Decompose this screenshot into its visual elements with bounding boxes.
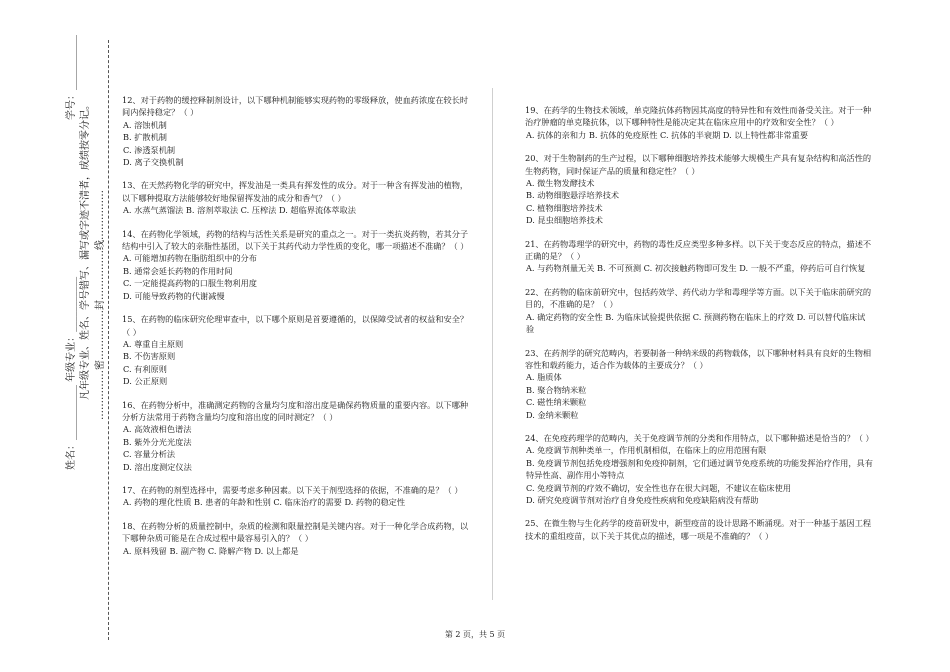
question-stem: 14、在药物化学领域，药物的结构与活性关系是研究的重点之一。对于一类抗炎药物，若其分子结构中引入了较大的亲脂性基团，以下关于其药代动力学性质的变化，哪一项描述不准确？（ ） (122, 228, 469, 252)
question-13 (122, 179, 470, 216)
binding-name-major-line: 姓名：___________ 年级专业：___________ (66, 276, 77, 470)
option: B. 聚合物纳米粒 (526, 384, 587, 395)
option: D. 金纳米颗粒 (526, 409, 579, 420)
binding-dashed-line (108, 40, 109, 640)
column-divider (492, 88, 493, 600)
option: A. 脂质体 (526, 372, 562, 383)
question-stem: 19、在药学的生物技术领域，单克隆抗体药物因其高度的特异性和有效性而备受关注。对于一种治疗肿瘤的单克隆抗体，以下哪种特性是能决定其在临床应用中的疗效和安全性？（ ） (525, 105, 872, 128)
option: C. 一定能提高药物的口服生物利用度 (123, 278, 257, 289)
question-21 (525, 238, 873, 275)
option: D. 溶出度测定仪法 (123, 461, 192, 472)
left-column (122, 94, 470, 568)
option: A. 溶蚀机制 (123, 119, 167, 130)
option: A. 与药物剂量无关 B. 不可预测 C. 初次接触药物即可发生 D. 一般不严重，停药后可自行恢复 (526, 263, 866, 274)
question-stem: 24、在免疫药理学的范畴内，关于免疫调节剂的分类和作用特点，以下哪种描述是恰当的？（ ） (525, 432, 874, 443)
option: B. 紫外分光光度法 (123, 436, 192, 447)
right-column (525, 104, 873, 553)
option: B. 通常会延长药物的作用时间 (123, 265, 233, 276)
option: B. 不伤害原则 (123, 351, 176, 362)
question-16 (122, 399, 470, 473)
question-25 (525, 517, 873, 542)
page-footer: 第 2 页，共 5 页 (444, 630, 506, 639)
option: B. 动物细胞悬浮培养技术 (526, 190, 620, 201)
option: D. 研究免疫调节剂对治疗自身免疫性疾病和免疫缺陷病没有帮助 (526, 494, 759, 505)
option: B. 免疫调节剂包括免疫增强剂和免疫抑制剂，它们通过调节免疫系统的功能发挥治疗作用，具有特异性高、副作用小等特点 (526, 457, 873, 481)
option: A. 微生物发酵技术 (526, 178, 595, 189)
question-12 (122, 94, 470, 168)
question-24 (525, 432, 873, 506)
question-18 (122, 520, 470, 557)
binding-seal-line: ……………密……………封……………线…………… (95, 190, 106, 420)
option: D. 离子交换机制 (123, 157, 184, 168)
option: A. 抗体的亲和力 B. 抗体的免疫原性 C. 抗体的半衰期 D. 以上特性都非常重要 (526, 129, 809, 140)
option: C. 磁性纳米颗粒 (526, 397, 587, 408)
option: C. 容量分析法 (123, 449, 176, 460)
option: D. 可能导致药物的代谢减慢 (123, 290, 225, 301)
binding-student-id-line: 学号：___________ (66, 35, 77, 120)
question-stem: 21、在药物毒理学的研究中，药物的毒性反应类型多种多样。以下关于变态反应的特点，描述不正确的是？（ ） (525, 238, 872, 262)
question-stem: 17、在药物的剂型选择中，需要考虑多种因素。以下关于剂型选择的依据，不准确的是？（ ） (122, 484, 463, 495)
option: C. 有利原则 (123, 363, 167, 374)
option: A. 确定药物的安全性 B. 为临床试验提供依据 C. 预测药物在临床上的疗效 D. 可以替代临床试验 (526, 311, 866, 335)
question-22 (525, 286, 873, 336)
option: C. 渗透泵机制 (123, 144, 176, 155)
option: C. 植物细胞培养技术 (526, 202, 603, 213)
question-stem: 22、在药物的临床前研究中，包括药效学、药代动力学和毒理学等方面。以下关于临床前研究的目的，不准确的是？（ ） (525, 286, 872, 310)
question-stem: 16、在药物分析中，准确测定药物的含量均匀度和溶出度是确保药物质量的重要内容。以下哪种分析方法常用于药物含量均匀度和溶出度的同时测定？（ ） (122, 399, 469, 422)
option: A. 高效液相色谱法 (123, 424, 192, 435)
binding-warning-line: 凡年级专业、姓名、学号错写、漏写或字迹不清者，成绩按零分记。 (80, 100, 91, 400)
question-stem: 12、对于药物的缓控释制剂设计，以下哪种机制能够实现药物的零级释放，使血药浓度在较长时间内保持稳定？（ ） (122, 95, 469, 118)
option: B. 扩散机制 (123, 132, 167, 143)
option: A. 水蒸气蒸馏法 B. 溶剂萃取法 C. 压榨法 D. 超临界流体萃取法 (123, 205, 356, 216)
question-stem: 13、在天然药物化学的研究中，挥发油是一类具有挥发性的成分。对于一种含有挥发油的植物，以下哪种提取方法能够较好地保留挥发油的成分和香气？（ ） (122, 180, 469, 203)
question-20 (525, 152, 873, 226)
option: D. 公正原则 (123, 376, 168, 387)
question-stem: 15、在药物的临床研究伦理审查中，以下哪个原则是首要遵循的，以保障受试者的权益和安全？（ ） (122, 314, 469, 337)
option: A. 原料残留 B. 副产物 C. 降解产物 D. 以上都是 (123, 545, 299, 556)
option: A. 尊重自主原则 (123, 338, 184, 349)
binding-margin (0, 0, 112, 672)
question-15 (122, 313, 470, 387)
question-stem: 25、在微生物与生化药学的疫苗研发中，新型疫苗的设计思路不断涌现。对于一种基于基因工程技术的重组疫苗，以下关于其优点的描述，哪一项是不准确的？（ ） (525, 518, 872, 541)
option: C. 免疫调节剂的疗效不确切，安全性也存在很大问题，不建议在临床使用 (526, 482, 791, 493)
option: A. 药物的理化性质 B. 患者的年龄和性别 C. 临床治疗的需要 D. 药物的稳定性 (123, 497, 406, 508)
question-stem: 23、在药剂学的研究范畴内，若要制备一种纳米级的药物载体，以下哪种材料具有良好的生物相容性和载药能力，适合作为载体的主要成分？（ ） (525, 347, 872, 370)
option: A. 可能增加药物在脂肪组织中的分布 (123, 253, 257, 264)
question-stem: 18、在药物分析的质量控制中，杂质的检测和限量控制是关键内容。对于一种化学合成药物，以下哪种杂质可能是在合成过程中最容易引入的？（ ） (122, 520, 469, 544)
option: D. 昆虫细胞培养技术 (526, 215, 603, 226)
question-19 (525, 104, 873, 141)
option: A. 免疫调节剂种类单一，作用机制相似，在临床上的应用范围有限 (526, 445, 767, 456)
question-17 (122, 484, 470, 509)
question-14 (122, 228, 470, 302)
question-stem: 20、对于生物制药的生产过程，以下哪种细胞培养技术能够大规模生产具有复杂结构和高活性的生物药物，同时保证产品的质量和稳定性？（ ） (525, 153, 872, 176)
question-23 (525, 347, 873, 421)
